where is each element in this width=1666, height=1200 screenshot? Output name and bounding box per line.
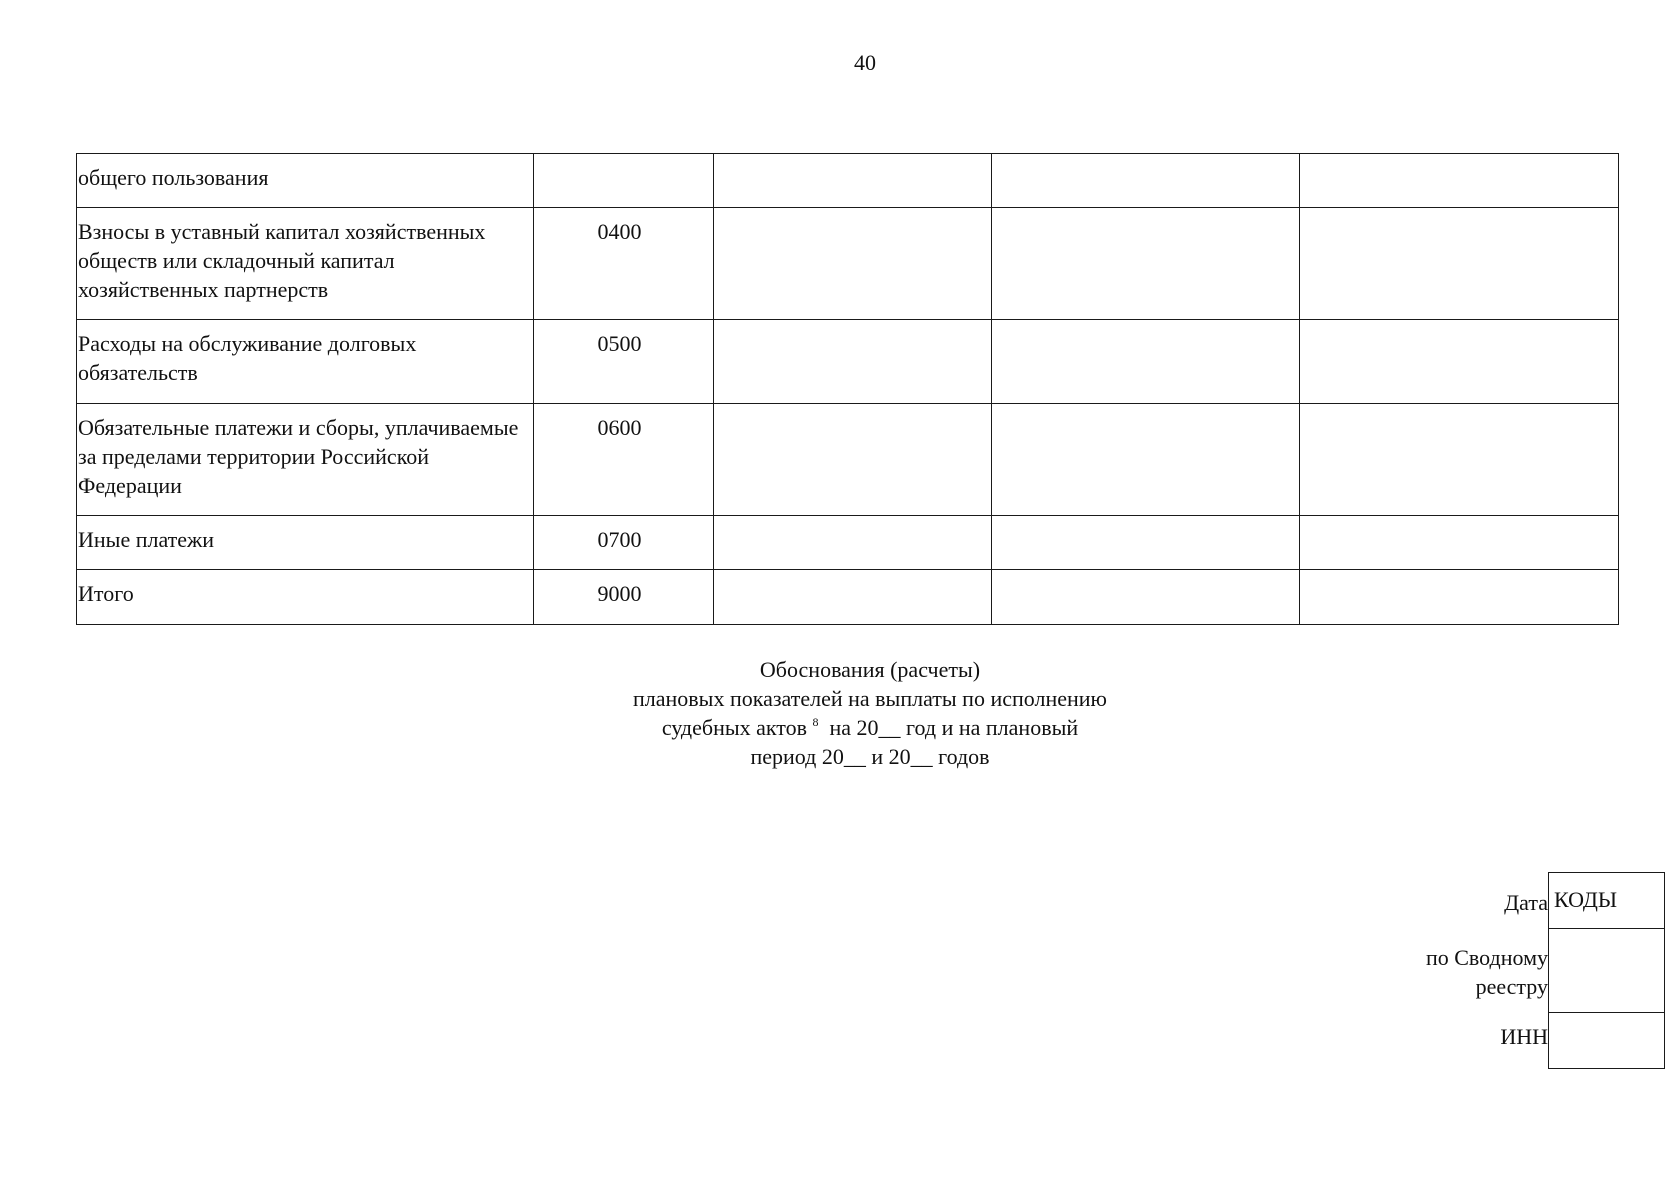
inn-label: ИНН (1500, 1024, 1548, 1049)
value-cell (992, 404, 1300, 516)
date-label: Дата (1504, 890, 1548, 915)
value-cell (714, 320, 992, 404)
row-code: 0500 (534, 320, 714, 404)
heading-line-2: плановых показателей на выплаты по исполнению (633, 686, 1107, 711)
row-code (534, 154, 714, 208)
value-cell (714, 570, 992, 625)
value-cell (1300, 404, 1619, 516)
value-cell (1300, 570, 1619, 625)
table-row (77, 320, 1619, 404)
table-row (77, 208, 1619, 320)
value-cell (992, 570, 1300, 625)
page-number: 40 (854, 50, 876, 75)
value-cell (1300, 154, 1619, 208)
table-row (77, 404, 1619, 516)
footnote-mark: 8 (812, 715, 819, 729)
value-cell (714, 208, 992, 320)
registry-label-line-1: по Сводному (1425, 945, 1548, 970)
table-row (77, 516, 1619, 570)
row-code: 9000 (534, 570, 714, 625)
registry-code-field (1549, 929, 1664, 1013)
value-cell (1300, 208, 1619, 320)
heading-line-4: период 20__ и 20__ годов (750, 744, 990, 769)
payments-table (76, 153, 1619, 625)
heading-line-3-start: судебных актов (661, 715, 813, 740)
inn-code-field (1549, 1013, 1664, 1068)
heading-line-1: Обоснования (расчеты) (759, 657, 981, 682)
row-name: общего пользования (77, 154, 534, 208)
value-cell (992, 320, 1300, 404)
heading-line-3 (0, 713, 1666, 742)
value-cell (714, 154, 992, 208)
row-code: 0600 (534, 404, 714, 516)
table-row (77, 154, 1619, 208)
value-cell (714, 516, 992, 570)
row-name: Взносы в уставный капитал хозяйственных обществ или складочный капитал хозяйственных партнерств (77, 208, 534, 320)
table-row (77, 570, 1619, 625)
row-code: 0700 (534, 516, 714, 570)
value-cell (714, 404, 992, 516)
codes-header: КОДЫ (1549, 873, 1664, 929)
value-cell (1300, 320, 1619, 404)
codes-box (1548, 872, 1665, 1069)
row-name: Расходы на обслуживание долговых обязательств (77, 320, 534, 404)
value-cell (992, 208, 1300, 320)
value-cell (1300, 516, 1619, 570)
value-cell (992, 154, 1300, 208)
row-name: Обязательные платежи и сборы, уплачиваемые за пределами территории Российской Федерации (77, 404, 534, 516)
row-name: Итого (77, 570, 534, 625)
value-cell (992, 516, 1300, 570)
row-code: 0400 (534, 208, 714, 320)
section-heading (0, 655, 1666, 771)
row-name: Иные платежи (77, 516, 534, 570)
registry-label-line-2: реестру (1475, 974, 1548, 999)
heading-line-3-end: на 20__ год и на плановый (818, 715, 1079, 740)
